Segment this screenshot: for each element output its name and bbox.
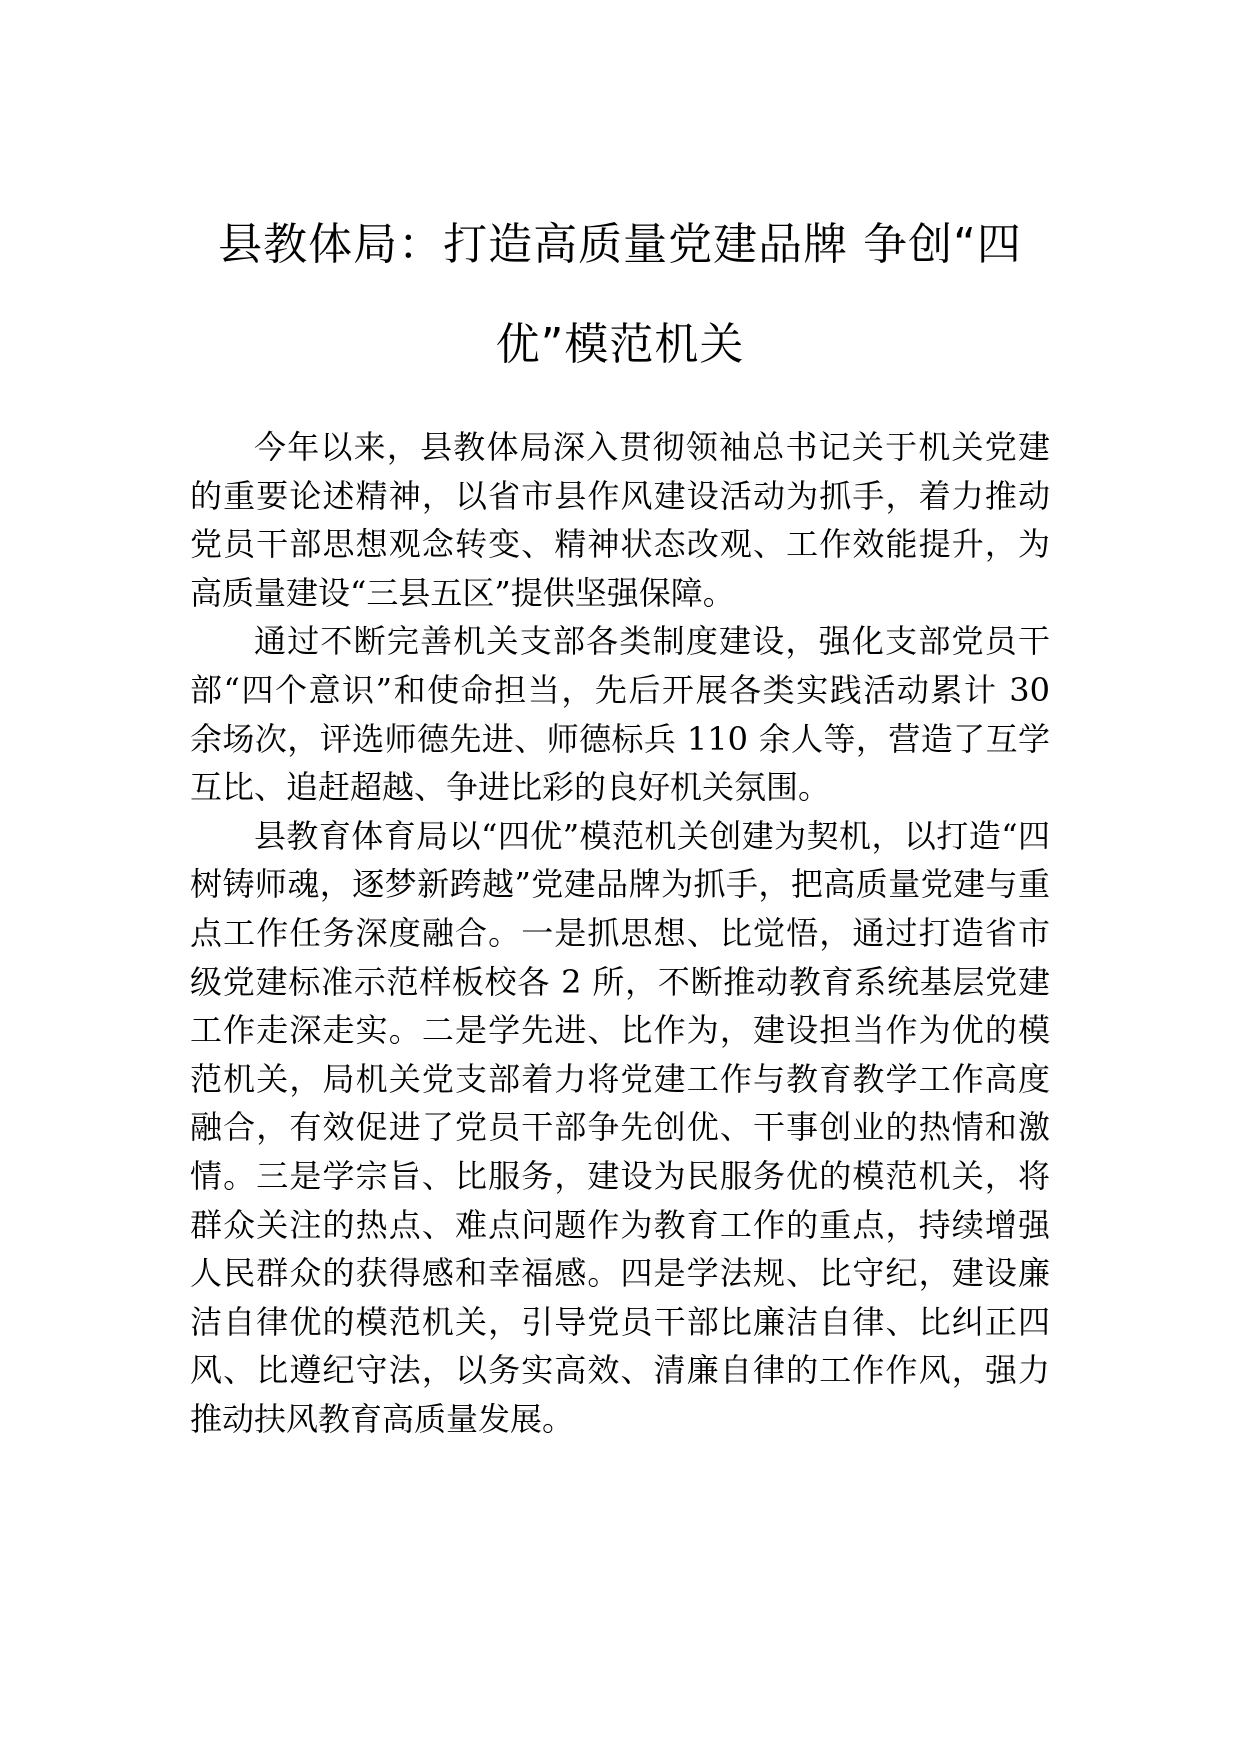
paragraph-2: 通过不断完善机关支部各类制度建设，强化支部党员干部“四个意识”和使命担当，先后开展各类实践活动累计 30 余场次，评选师德先进、师德标兵 110 余人等，营造了互学互比、追赶超越、争进比彩的良好机关氛围。 bbox=[190, 622, 1050, 807]
paragraph-1: 今年以来，县教体局深入贯彻领袖总书记关于机关党建的重要论述精神，以省市县作风建设活动为抓手，着力推动党员干部思想观念转变、精神状态改观、工作效能提升，为高质量建设“三县五区”提供坚强保障。 bbox=[190, 428, 1050, 612]
article-body bbox=[190, 423, 1050, 1443]
title-line-1: 县教体局：打造高质量党建品牌 争创“四 bbox=[218, 219, 1022, 270]
title-line-2: 优”模范机关 bbox=[495, 319, 745, 370]
page-title bbox=[190, 195, 1050, 395]
paragraph-3: 县教育体育局以“四优”模范机关创建为契机，以打造“四树铸师魂，逐梦新跨越”党建品牌为抓手，把高质量党建与重点工作任务深度融合。一是抓思想、比觉悟，通过打造省市级党建标准示范样板校各 2 所，不断推动教育系统基层党建工作走深走实。二是学先进、比作为，建设担当作为优的模范机关，局机关党支部着力将党建工作与教育教学工作高度融合，有效促进了党员干部争先创优、干事创业的热情和激情。三是学宗旨、比服务，建设为民服务优的模范机关，将群众关注的热点、难点问题作为教育工作的重点，持续增强人民群众的获得感和幸福感。四是学法规、比守纪，建设廉洁自律优的模范机关，引导党员干部比廉洁自律、比纠正四风、比遵纪守法，以务实高效、清廉自律的工作作风，强力推动扶风教育高质量发展。 bbox=[190, 816, 1050, 1438]
